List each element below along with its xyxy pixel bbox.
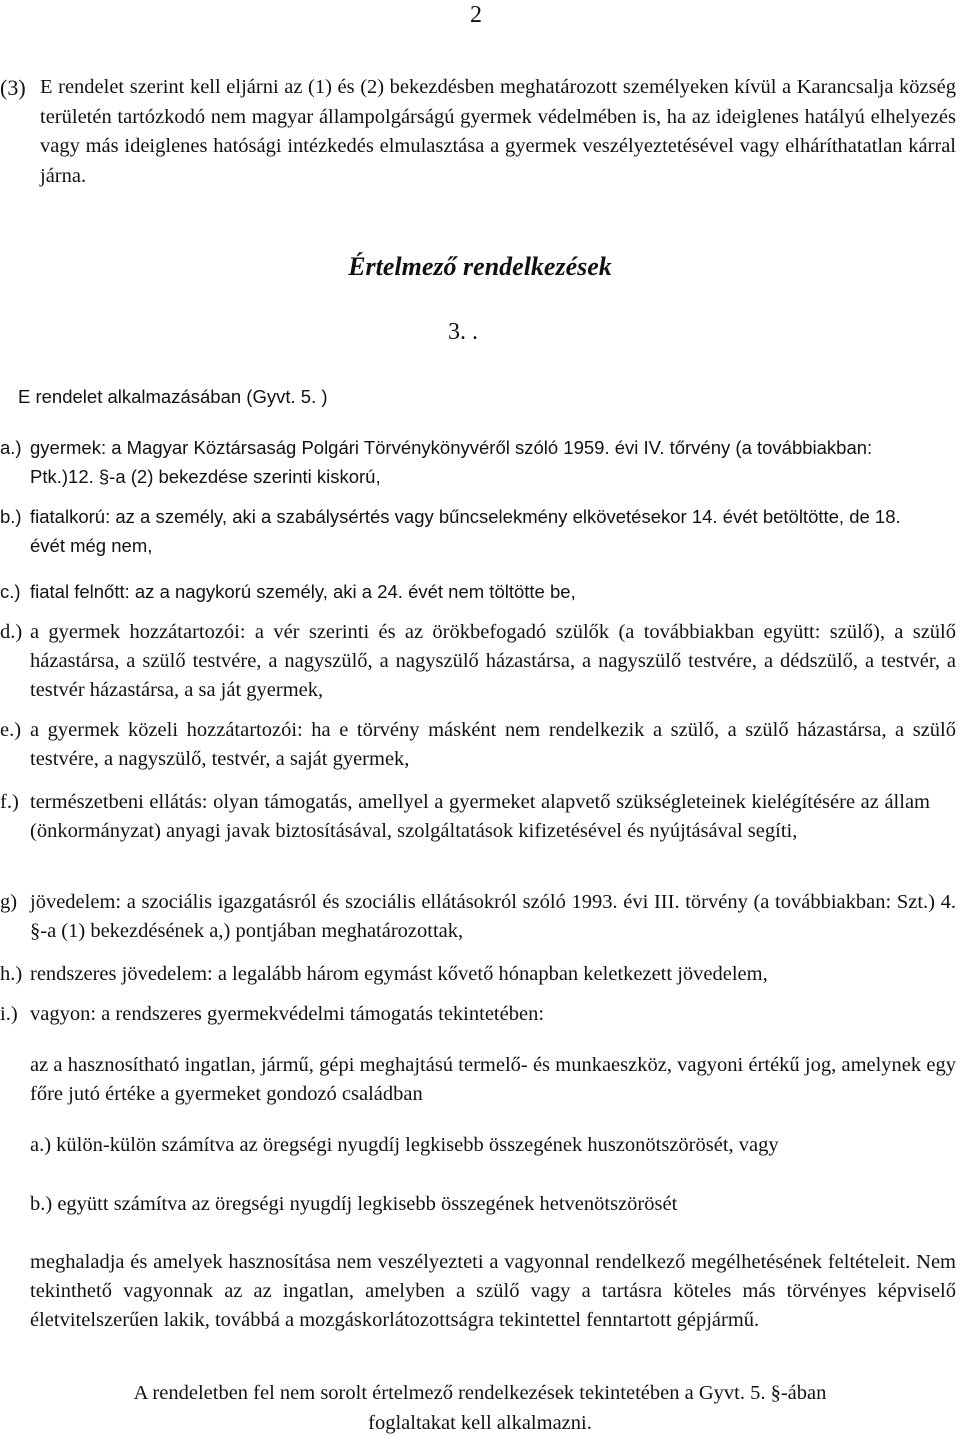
definition-label: e.): [0, 719, 22, 741]
definition-text: a gyermek hozzátartozói: a vér szerinti és az örökbefogadó szülők (a továbbiakban együtt: szülő), a szülő házastársa, a szülő testvére, a nagyszülő, a nagyszülő házastársa, a nagyszülő testvére, a dédszülő, a testvér, a testvér házastársa, a sa ját gyermek,: [30, 621, 956, 701]
definition-label: b.): [0, 506, 22, 527]
footer-text: A rendeletben fel nem sorolt értelmező rendelkezések tekintetében a Gyvt. 5. §-ában foglaltakat kell alkalmazni.: [133, 1382, 827, 1434]
definition-text: a gyermek közeli hozzátartozói: ha e törvény másként nem rendelkezik a szülő, a szülő házastársa, a szülő testvére, a nagyszülő, testvér, a saját gyermek,: [30, 719, 956, 770]
definition-text: vagyon: a rendszeres gyermekvédelmi támogatás tekintetében:: [30, 1003, 545, 1025]
page-number: 2: [470, 2, 482, 28]
footer-note: [0, 1378, 960, 1438]
definition-a: [0, 433, 960, 491]
definition-text: fiatalkorú: az a személy, aki a szabálysértés vagy bűncselekmény elkövetésekor 14. évét betöltötte, de 18. évét még nem,: [30, 506, 901, 556]
definition-f: [0, 788, 960, 846]
definition-text: fiatal felnőtt: az a nagykorú személy, aki a 24. évét nem töltötte be,: [30, 581, 576, 602]
vagyon-closing: meghaladja és amelyek hasznosítása nem veszélyezteti a vagyonnal rendelkező megélhetésének feltételeit. Nem tekinthető vagyonnak az az ingatlan, amelyben a szülő vagy a tartásra köteles más törvényes képviselő életvitelszerűen lakik, továbbá a mozgáskorlátozottságra tekintettel fenntartott gépjármű.: [30, 1251, 956, 1331]
definition-text: gyermek: a Magyar Köztársaság Polgári Törvénykönyvéről szóló 1959. évi IV. tőrvény (a továbbiakban: Ptk.)12. §-a (2) bekezdése szerinti kiskorú,: [30, 437, 873, 487]
definition-e: [0, 716, 960, 774]
definition-text: jövedelem: a szociális igazgatásról és szociális ellátásokról szóló 1993. évi III. törvény (a továbbiakban: Szt.) 4. §-a (1) bekezdésének a,) pontjában meghatározottak,: [30, 891, 956, 942]
definition-label: c.): [0, 581, 21, 602]
definition-c: [0, 577, 960, 606]
definition-h: [0, 960, 960, 989]
vagyon-option-b: b.) együtt számítva az öregségi nyugdíj legkisebb összegének hetvenötszörösét: [30, 1193, 678, 1215]
definition-label: i.): [0, 1003, 18, 1025]
definition-label: g): [0, 891, 18, 913]
definition-g: [0, 888, 960, 946]
definition-label: d.): [0, 621, 23, 643]
definition-label: f.): [0, 791, 19, 813]
paragraph-3-text: E rendelet szerint kell eljárni az (1) és (2) bekezdésben meghatározott személyeken kívül a Karancsalja község területén tartózkodó nem magyar állampolgárságú gyermek védelmében is, ha az ideiglenes hatályú elhelyezés vagy más ideiglenes hatósági intézkedés elmulasztása a gyermek veszélyeztetésével vagy elháríthatatlan kárral járna.: [40, 76, 956, 187]
section-number: 3. .: [448, 319, 478, 345]
vagyon-intro: az a hasznosítható ingatlan, jármű, gépi meghajtású termelő- és munkaeszköz, vagyoni értékű jog, amelynek egy főre jutó értéke a gyermeket gondozó családban: [30, 1054, 956, 1105]
definition-text: rendszeres jövedelem: a legalább három egymást kővető hónapban keletkezett jövedelem,: [30, 963, 768, 985]
vagyon-option-a: a.) külön-külön számítva az öregségi nyugdíj legkisebb összegének huszonötszörösét, vagy: [30, 1134, 779, 1156]
definition-label: h.): [0, 963, 23, 985]
intro-line: E rendelet alkalmazásában (Gyvt. 5. ): [18, 386, 328, 407]
definition-text: természetbeni ellátás: olyan támogatás, amellyel a gyermeket alapvető szükségleteinek kielégítésére az állam (önkormányzat) anyagi javak biztosításával, szolgáltatások kifizetésével és nyújtásával segíti,: [30, 791, 930, 842]
definition-b: [0, 502, 960, 560]
definition-d: [0, 618, 960, 705]
definition-i: [0, 1000, 960, 1029]
section-heading: Értelmező rendelkezések: [348, 252, 612, 281]
paragraph-number: (3): [0, 75, 26, 100]
definition-label: a.): [0, 437, 22, 458]
